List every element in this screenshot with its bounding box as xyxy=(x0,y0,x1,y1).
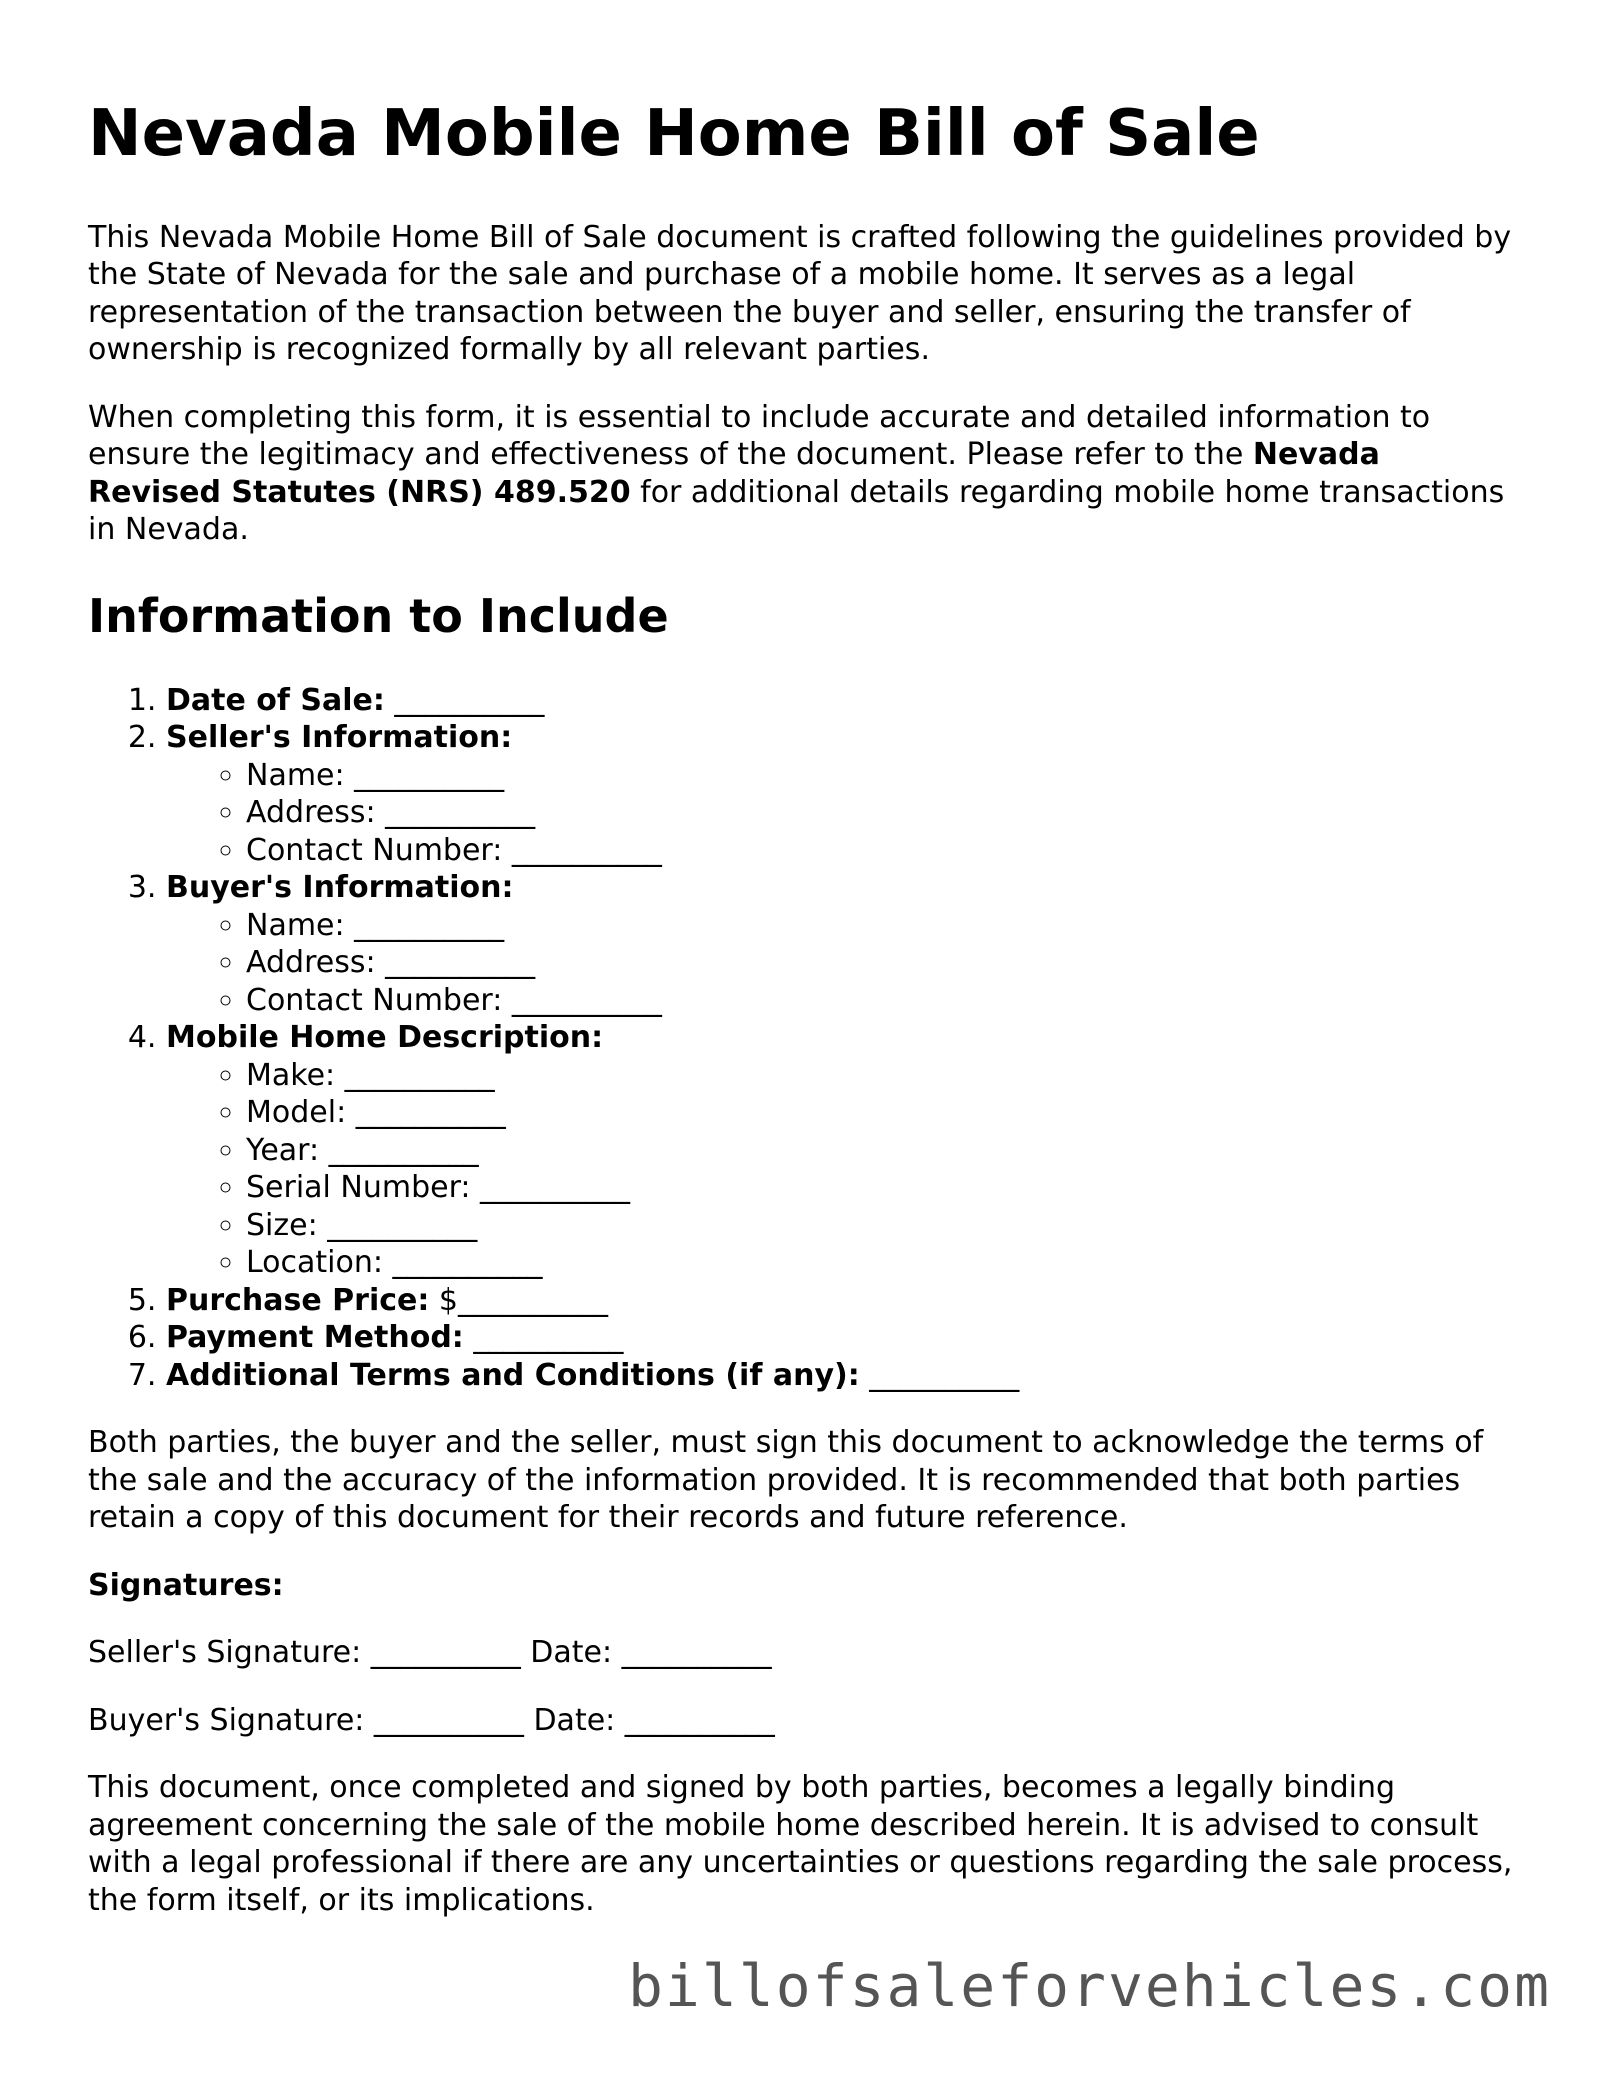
model-field: ◦ Model: __________ xyxy=(246,1094,1518,1132)
description-fields xyxy=(166,1057,1518,1282)
seller-fields xyxy=(166,757,1518,870)
date-of-sale-blank: __________ xyxy=(384,682,545,718)
list-item-date-of-sale xyxy=(166,682,1518,720)
seller-contact-field: ◦ Contact Number: __________ xyxy=(246,832,1518,870)
buyer-signature-line: Buyer's Signature: __________ Date: __________ xyxy=(88,1702,775,1738)
make-field: ◦ Make: __________ xyxy=(246,1057,1518,1095)
buyer-information-label: Buyer's Information: xyxy=(166,870,514,906)
mobile-home-description-label: Mobile Home Description: xyxy=(166,1020,604,1056)
date-of-sale-label: Date of Sale: xyxy=(166,682,385,718)
information-list xyxy=(88,682,1518,1395)
seller-information-label: Seller's Information: xyxy=(166,720,513,756)
buyer-name-field: ◦ Name: __________ xyxy=(246,907,1518,945)
page-title: Nevada Mobile Home Bill of Sale xyxy=(88,97,1260,171)
purchase-price-label: Purchase Price: xyxy=(166,1282,430,1318)
list-item-mobile-home-description xyxy=(166,1019,1518,1282)
website-watermark: billofsaleforvehicles.com xyxy=(628,1952,1551,2020)
buyer-fields xyxy=(166,907,1518,1020)
location-field: ◦ Location: __________ xyxy=(246,1244,1518,1282)
payment-method-label: Payment Method: xyxy=(166,1320,464,1356)
signing-note-paragraph: Both parties, the buyer and the seller, must sign this document to acknowledge the terms of the sale and the accuracy of the information provided. It is recommended that both parties retain a copy of this document for their records and future reference. xyxy=(88,1425,1484,1536)
instructions-text-before: When completing this form, it is essential to include accurate and detailed information to ensure the legitimacy and effectiveness of the document. Please refer to the xyxy=(88,399,1431,473)
section-heading: Information to Include xyxy=(88,588,669,643)
list-item-purchase-price xyxy=(166,1282,1518,1320)
instructions-paragraph xyxy=(88,399,1518,549)
intro-paragraph: This Nevada Mobile Home Bill of Sale document is crafted following the guidelines provided by the State of Nevada for the sale and purchase of a mobile home. It serves as a legal representation of the transaction between the buyer and seller, ensuring the transfer of ownership is recognized formally by all relevant parties. xyxy=(88,219,1512,368)
year-field: ◦ Year: __________ xyxy=(246,1132,1518,1170)
additional-terms-blank: __________ xyxy=(859,1357,1020,1393)
statute-reference: Nevada Revised Statutes (NRS) 489.520 xyxy=(88,437,1380,510)
list-item-seller-information xyxy=(166,719,1518,869)
document-page xyxy=(88,96,1518,1949)
serial-number-field: ◦ Serial Number: __________ xyxy=(246,1169,1518,1207)
list-item-additional-terms xyxy=(166,1357,1518,1395)
signatures-heading: Signatures: xyxy=(88,1567,284,1603)
seller-signature-line: Seller's Signature: __________ Date: __________ xyxy=(88,1635,772,1671)
payment-method-blank: __________ xyxy=(463,1320,624,1356)
closing-paragraph: This document, once completed and signed by both parties, becomes a legally binding agreement concerning the sale of the mobile home described herein. It is advised to consult with a legal professional if there are any uncertainties or questions regarding the sale process, the form itself, or its implications. xyxy=(88,1770,1513,1918)
seller-name-field: ◦ Name: __________ xyxy=(246,757,1518,795)
buyer-contact-field: ◦ Contact Number: __________ xyxy=(246,982,1518,1020)
seller-address-field: ◦ Address: __________ xyxy=(246,794,1518,832)
buyer-address-field: ◦ Address: __________ xyxy=(246,944,1518,982)
list-item-payment-method xyxy=(166,1319,1518,1357)
size-field: ◦ Size: __________ xyxy=(246,1207,1518,1245)
list-item-buyer-information xyxy=(166,869,1518,1019)
instructions-text-after: for additional details regarding mobile home transactions in Nevada. xyxy=(88,474,1505,548)
purchase-price-blank: $__________ xyxy=(429,1282,608,1318)
additional-terms-label: Additional Terms and Conditions (if any): xyxy=(166,1357,860,1393)
